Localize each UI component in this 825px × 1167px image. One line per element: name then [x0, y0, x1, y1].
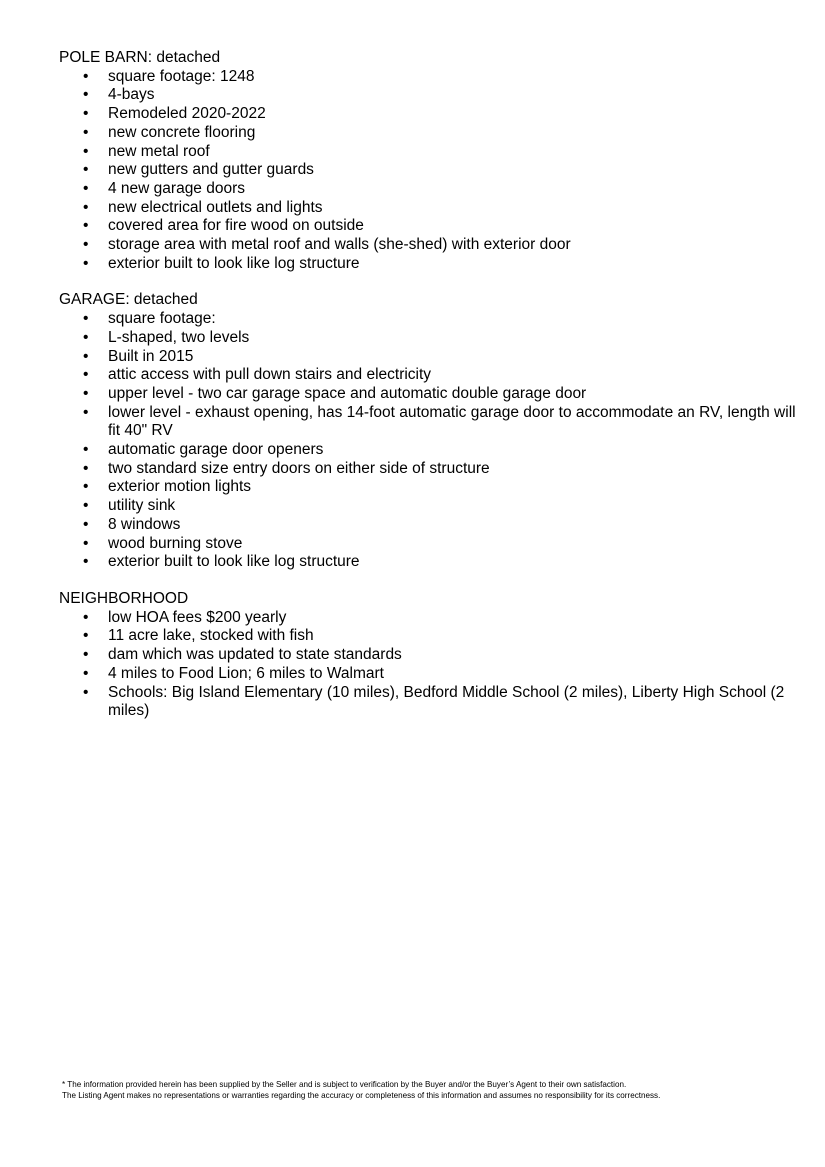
list-item-text: utility sink [108, 497, 176, 515]
section [59, 49, 799, 273]
list-item [59, 460, 799, 479]
list-item-text: 11 acre lake, stocked with fish [108, 627, 314, 645]
list-item [59, 124, 799, 143]
list-item [59, 143, 799, 162]
list-item-text: dam which was updated to state standards [108, 646, 402, 664]
list-item [59, 68, 799, 87]
list-item-text: 8 windows [108, 515, 181, 533]
list-item [59, 385, 799, 404]
bullet-glyph: • [83, 534, 89, 552]
bullet-glyph: • [83, 459, 89, 477]
list-item [59, 161, 799, 180]
disclaimer-footnote [62, 1079, 762, 1101]
list-item-text: upper level - two car garage space and automatic double garage door [108, 384, 587, 402]
bullet-glyph: • [83, 123, 89, 141]
footnote-line-2: The Listing Agent makes no representations or warranties regarding the accuracy or completeness of this information and assumes no responsibility for its correctness. [62, 1091, 661, 1100]
bullet-glyph: • [83, 441, 89, 459]
bullet-glyph: • [83, 310, 89, 328]
bullet-glyph: • [83, 179, 89, 197]
list-item [59, 627, 799, 646]
list-item-text: square footage: [108, 310, 216, 328]
list-item-text: exterior motion lights [108, 478, 252, 496]
list-item-text: Remodeled 2020-2022 [108, 105, 266, 123]
list-item-text: square footage: 1248 [108, 67, 255, 85]
bullet-glyph: • [83, 553, 89, 571]
bullet-glyph: • [83, 142, 89, 160]
list-item [59, 497, 799, 516]
bullet-glyph: • [83, 646, 89, 664]
section-heading: NEIGHBORHOOD [59, 589, 189, 607]
list-item-text: lower level - exhaust opening, has 14-foot automatic garage door to accommodate an RV, length will fit 40" RV [108, 403, 796, 440]
list-item [59, 609, 799, 628]
bullet-list [59, 310, 799, 572]
list-item [59, 553, 799, 572]
list-item-text: new concrete flooring [108, 123, 256, 141]
bullet-glyph: • [83, 664, 89, 682]
list-item-text: new electrical outlets and lights [108, 198, 323, 216]
bullet-list [59, 68, 799, 274]
list-item-text: two standard size entry doors on either side of structure [108, 459, 490, 477]
list-item-text: low HOA fees $200 yearly [108, 608, 287, 626]
bullet-glyph: • [83, 254, 89, 272]
list-item [59, 236, 799, 255]
bullet-glyph: • [83, 347, 89, 365]
list-item-text: 4 miles to Food Lion; 6 miles to Walmart [108, 664, 384, 682]
list-item [59, 441, 799, 460]
list-item [59, 310, 799, 329]
bullet-glyph: • [83, 608, 89, 626]
list-item-text: L-shaped, two levels [108, 328, 250, 346]
section [59, 590, 799, 721]
list-item-text: storage area with metal roof and walls (she-shed) with exterior door [108, 236, 571, 254]
list-item [59, 366, 799, 385]
list-item-text: Schools: Big Island Elementary (10 miles), Bedford Middle School (2 miles), Liberty High School (2 miles) [108, 683, 785, 720]
bullet-glyph: • [83, 497, 89, 515]
list-item-text: wood burning stove [108, 534, 243, 552]
list-item [59, 684, 799, 721]
bullet-glyph: • [83, 86, 89, 104]
bullet-glyph: • [83, 478, 89, 496]
bullet-glyph: • [83, 198, 89, 216]
list-item [59, 329, 799, 348]
section-heading: POLE BARN: detached [59, 49, 221, 66]
list-item [59, 105, 799, 124]
list-item-text: 4-bays [108, 86, 155, 104]
list-item [59, 665, 799, 684]
list-item-text: 4 new garage doors [108, 179, 246, 197]
list-item [59, 217, 799, 236]
list-item [59, 199, 799, 218]
bullet-glyph: • [83, 627, 89, 645]
list-item-text: new gutters and gutter guards [108, 161, 314, 179]
list-item [59, 478, 799, 497]
list-item [59, 255, 799, 274]
list-item [59, 404, 799, 441]
list-item-text: exterior built to look like log structure [108, 254, 360, 272]
list-item-text: Built in 2015 [108, 347, 194, 365]
list-item-text: new metal roof [108, 142, 210, 160]
footnote-line-1: * The information provided herein has been supplied by the Seller and is subject to verification by the Buyer and/or the Buyer’s Agent to their own satisfaction. [62, 1080, 627, 1089]
list-item-text: exterior built to look like log structure [108, 553, 360, 571]
list-item [59, 86, 799, 105]
bullet-glyph: • [83, 366, 89, 384]
bullet-glyph: • [83, 328, 89, 346]
list-item [59, 535, 799, 554]
bullet-glyph: • [83, 105, 89, 123]
bullet-glyph: • [83, 217, 89, 235]
bullet-glyph: • [83, 683, 89, 701]
list-item [59, 516, 799, 535]
bullet-glyph: • [83, 515, 89, 533]
section [59, 291, 799, 572]
bullet-glyph: • [83, 403, 89, 421]
bullet-list [59, 609, 799, 721]
bullet-glyph: • [83, 161, 89, 179]
section-heading: GARAGE: detached [59, 291, 198, 309]
bullet-glyph: • [83, 384, 89, 402]
bullet-glyph: • [83, 236, 89, 254]
list-item-text: covered area for fire wood on outside [108, 217, 364, 235]
list-item [59, 348, 799, 367]
bullet-glyph: • [83, 67, 89, 85]
list-item [59, 646, 799, 665]
list-item-text: automatic garage door openers [108, 441, 324, 459]
document-content [59, 49, 799, 739]
list-item-text: attic access with pull down stairs and electricity [108, 366, 432, 384]
list-item [59, 180, 799, 199]
